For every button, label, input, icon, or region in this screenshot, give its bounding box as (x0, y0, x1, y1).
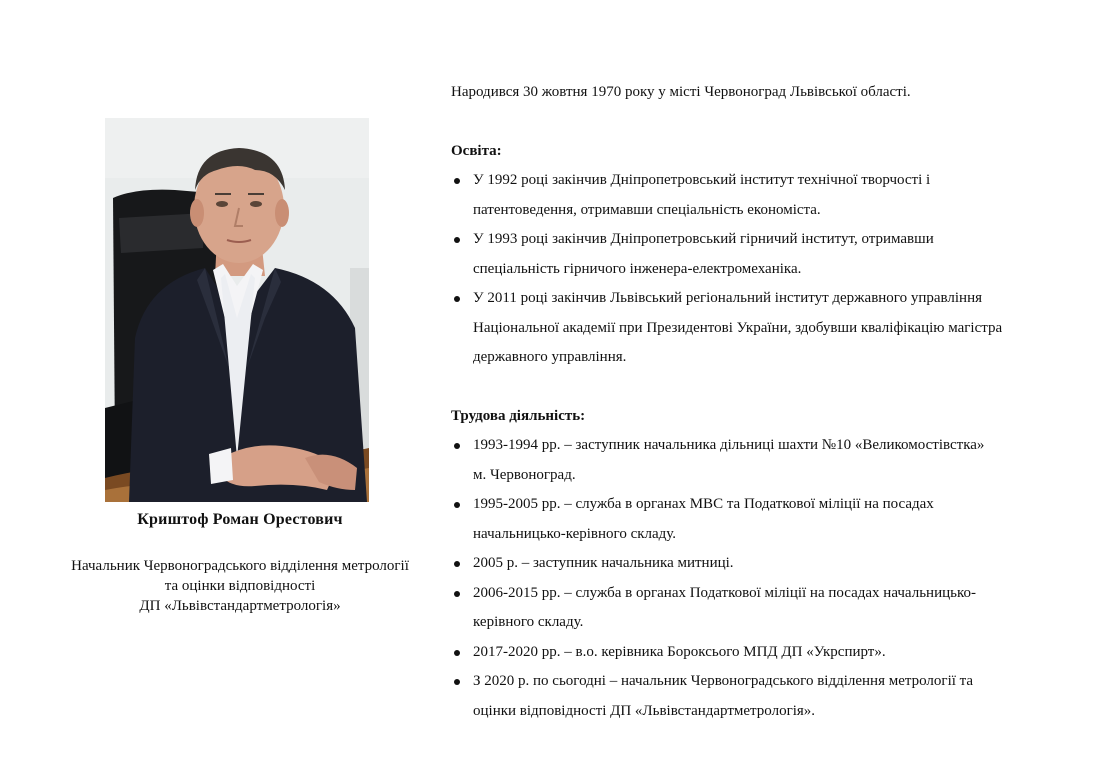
career-list (451, 431, 1091, 726)
education-list (451, 166, 1091, 373)
education-item: У 2011 році закінчив Львівський регіональний інститут державного управління Національної академії при Президентові України, здобувши кваліфікацію магістра державного управління. (451, 284, 1091, 373)
birth-info: Народився 30 жовтня 1970 року у місті Червоноград Львівської області. (451, 84, 911, 100)
portrait-photo (105, 118, 369, 502)
person-position (40, 556, 440, 616)
career-item: 2006-2015 рр. – служба в органах Податкової міліції на посадах начальницько- керівного складу. (451, 579, 1091, 638)
career-item: 1995-2005 рр. – служба в органах МВС та Податкової міліції на посадах начальницько-керівного складу. (451, 490, 1091, 549)
career-item: 2005 р. – заступник начальника митниці. (451, 549, 1091, 579)
career-heading: Трудова діяльність: (451, 407, 586, 424)
person-name: Криштоф Роман Орестович (137, 511, 343, 528)
position-line: та оцінки відповідності (164, 578, 316, 594)
education-heading: Освіта: (451, 142, 502, 159)
position-line: Начальник Червоноградського відділення метрології (71, 558, 409, 574)
career-item: 1993-1994 рр. – заступник начальника дільниці шахти №10 «Великомостівстка» м. Червоноград. (451, 431, 1091, 490)
education-item: У 1992 році закінчив Дніпропетровський інститут технічної творчості і патентоведення, отримавши спеціальність економіста. (451, 166, 1091, 225)
career-item: З 2020 р. по сьогодні – начальник Червоноградського відділення метрології та оцінки відповідності ДП «Львівстандартметрологія». (451, 667, 1091, 726)
biography (451, 78, 1091, 726)
position-line: ДП «Львівстандартметрологія» (139, 598, 341, 614)
education-item: У 1993 році закінчив Дніпропетровський гірничий інститут, отримавши спеціальність гірничого інженера-електромеханіка. (451, 225, 1091, 284)
career-item: 2017-2020 рр. – в.о. керівника Бороксього МПД ДП «Укрспирт». (451, 638, 1091, 668)
